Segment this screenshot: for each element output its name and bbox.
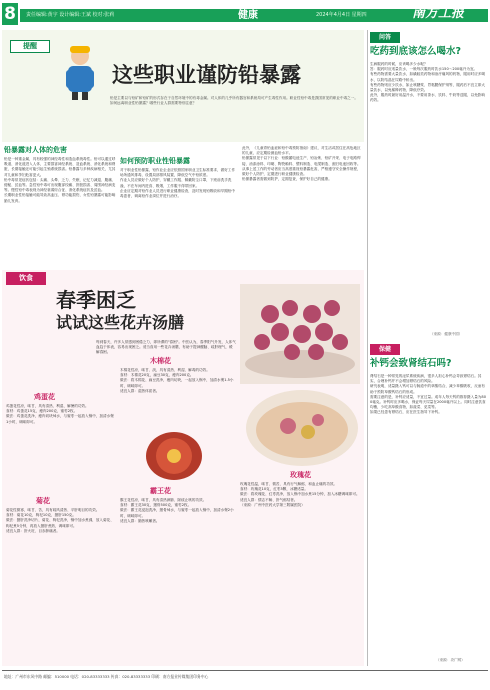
footer-rule — [2, 670, 488, 671]
issue-date: 2024年4月4日 星期四 — [316, 12, 367, 18]
dish-chrysanthemum-title: 菊花 — [36, 497, 50, 505]
dish-rose-text: 玫瑰花性温，味甘、微苦，具有行气解郁、和血止痛的功效。 食材：玫瑰花10克，红枣5颗，冰糖适量。 做法：将玫瑰花、红枣洗净，放入锅中加水煮15分钟，加入冰糖调味即可。 适宜人群：情志不畅、肝气郁结者。 （来源：广州中医药大学第三附属医院） — [240, 482, 360, 507]
story1-subhead: 铅暴露对人体的危害 — [4, 146, 67, 154]
side2-kicker: 保健 — [370, 344, 400, 355]
story1-kicker: 提醒 — [10, 40, 50, 53]
dish-eggflower-text: 鸡蛋花性凉，味甘，具有清热、利湿、解暑的功效。 食材：鸡蛋花15克，瘦肉200克，蜜枣2枚。 做法：鸡蛋花洗净，瘦肉切块焯水，与蜜枣一起放入锅中，加清水煲1小时，调味即可。 — [6, 404, 114, 424]
rose-photo — [240, 284, 360, 384]
dish-dragonfruit-flower-text: 霸王花性凉，味甘，具有清热润肺、除痰止咳的功效。 食材：霸王花30克，猪骨500克，蜜枣2枚。 做法：霸王花浸泡洗净，猪骨焯水，与蜜枣一起放入锅中，加清水煲2小时，调味即可。 适宜人群：肺热咳嗽者。 — [120, 498, 234, 523]
dish-dragonfruit-flower-title: 霸王花 — [150, 487, 171, 495]
story1-col3: 此外，《儿童青铅血症和铅中毒预防指南》建议，对生活或居住在高危地区的儿童，应定期检测血铅水平。 铅暴露常见于以下行业：铅酸蓄电池生产、铅冶炼、铅矿开采、电子电路焊接、油漆涂料、印刷、陶瓷釉料、塑料制造、电缆制造、废旧电池回收等。从事上述工作的劳动者应当高度重视铅暴露危害，严格遵守安全操作规程，做好个人防护，定期进行职业健康检查。 铅暴暴露者需做到防护，定期复查，保护好自己的健康。 — [242, 146, 361, 182]
story1-col2: 对于职业性铅暴露，铅作业企业应依照国家职业卫生标准要求，做好工作场所通风排毒，设置局部排风装置，降低空气中铅浓度。 作业人员应做好个人防护，穿戴工作服、佩戴防尘口罩，下班前洗手洗澡，不在车间内进食、吸烟，工作服不得带回家。 企业应定期对铅作业人员进行职业健康检查，及时发现铅吸收和早期铅中毒患者，调离铅作业岗位并进行治疗。 — [120, 168, 235, 199]
side1-title: 吃药到底该怎么喝水? — [370, 46, 462, 57]
dish-chrysanthemum-text: 菊花性微寒，味甘、苦，具有疏风清热、平肝明目的功效。 食材：菊花10克，枸杞10克，猪肝150克。 做法：猪肝洗净切片，菊花、枸杞洗净，锅中加水煮沸，放入菊花、枸杞煮5分钟，再放入猪肝煮熟，调味即可。 适宜人群：肝火旺、目赤肿痛者。 — [6, 508, 114, 533]
flower-bowl-photo — [246, 390, 358, 466]
story1-intro: 铅是主要以与铅矿和铅矿的形式存在于自然环境中的有毒金属。对人体的几乎所有器官和系统均可产生毒性作用。职业性铅中毒是我国常见的职业中毒之一。如何远离职业性铅暴露？哪些行业人群需要特别注意？ — [110, 96, 358, 106]
worker-illustration — [58, 44, 102, 100]
story2-intro: 每到春天，许多人常感到困倦乏力，即所谓的"春困"。中医认为，春季阳气升发，人体气血趋于体表，容易出现困乏。适当食用一些花卉汤膳，有助于提神醒脑、疏肝理气，缓解春困。 — [96, 340, 236, 355]
story2-headline-2: 试试这些花卉汤膳 — [56, 313, 185, 332]
side1-body: 生病服药的时候，应该喝多少水呢？ 答：服药时应适量饮水，一般每次服药时饮水150～200毫升为宜。 有些药物需要大量饮水，如磺胺类药物和治疗痛风的药物，服用时应多喝水，以防结晶在尿路中析出。 有些药物则应少饮水，如止咳糖浆、胃黏膜保护剂等，服药后不宜立即大量饮水，以免稀释药物，降低疗效。 此外，服药时最好用温开水，不要用茶水、饮料、牛奶等送服，以免影响药效。 — [370, 62, 485, 103]
page-number: 8 — [2, 3, 18, 25]
side-divider — [367, 30, 368, 666]
story1-col2-subhead: 如何预防职业性铅暴露 — [120, 157, 190, 165]
side2-body: 肾结石是一种常见的泌尿系统疾病，很多人担心补钙会导致肾结石。其实，合理补钙并不会增加肾结石的风险。 研究表明，适量摄入钙可以与肠道中的草酸结合，减少草酸吸收，反而有助于预防草酸钙结石的形成。 需要注意的是，补钙应适量，不宜过量。成年人每天钙的推荐摄入量为800毫克。补钙时应多喝水，保证每天尿量在2000毫升以上。同时注意饮食均衡，少吃高草酸食物，如菠菜、苋菜等。 如果已经患有肾结石，应在医生指导下补钙。 — [370, 374, 486, 415]
kapok-photo — [146, 432, 202, 480]
dish-eggflower-title: 鸡蛋花 — [34, 393, 55, 401]
dish-kapok-text: 木棉花性凉，味甘、淡，具有清热、利湿、解毒的功效。 食材：木棉花20克，扁豆30克，瘦肉200克。 做法：将木棉花、扁豆洗净，瘦肉切块，一起放入锅中，加清水煲1.5小时，调味即可。 适宜人群：湿热体质者。 — [120, 368, 234, 393]
brand-logo: 南方工报 — [412, 6, 465, 21]
side1-kicker: 问答 — [370, 32, 400, 43]
dish-rose-title: 玫瑰花 — [290, 471, 311, 479]
story2-headline-1: 春季困乏 — [56, 288, 136, 312]
side2-title: 补钙会致肾结石吗? — [370, 358, 452, 369]
side2-source: （来源：央广网） — [436, 658, 465, 662]
story1-col1: 铅是一种重金属，具有较强的神经毒性和造血系统毒性。铅可以通过呼吸道、消化道进入人体，主要损害神经系统、造血系统、消化系统和肾脏，长期接触还可能引起生殖系统损害。铅暴露与多种疾病相关，尤其对儿童和孕妇危害更大。 铅中毒常见症状包括：头痛、头晕、乏力、失眠、记忆力减退、腹痛、便秘、贫血等。急性铅中毒可出现腹部绞痛、肝脏损害、周围神经病变等。慢性铅中毒表现为神经衰弱综合征、消化系统症状及贫血。 长期职业性铅接触可能导致高血压、肾功能损伤，女性铅暴露可能影响胎儿发育。 — [4, 157, 116, 203]
editor-line: 责任编辑:黄宇 设计编辑:王斌 校对:张莉 — [26, 12, 115, 18]
side1-source: （来源：健康中国） — [430, 332, 463, 336]
story2-kicker: 饮食 — [6, 272, 46, 285]
footer-imprint: 地址：广州市东风中路 邮编：510000 电话：020-83333333 传真：020-83333333 印刷：南方报业传媒集团印务中心 — [4, 674, 209, 679]
dish-kapok-title: 木棉花 — [150, 357, 171, 365]
story1-headline: 这些职业谨防铅暴露 — [112, 63, 301, 87]
header-bar — [0, 0, 490, 28]
section-title: 健康 — [238, 10, 258, 21]
